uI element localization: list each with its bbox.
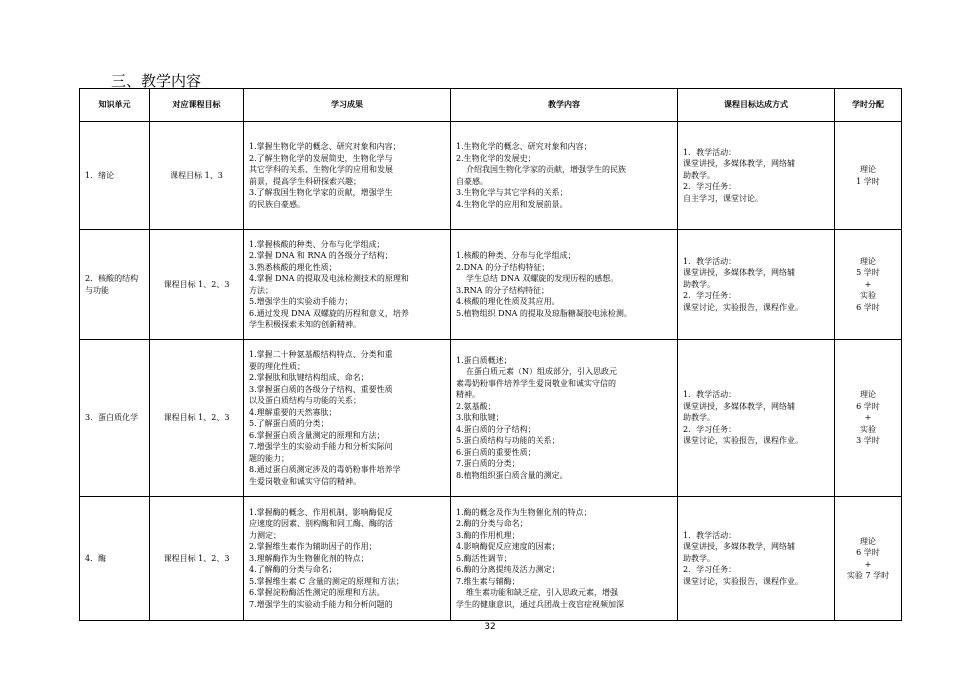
header-achievement-method: 课程目标达成方式 bbox=[678, 89, 835, 122]
text-line: 理论 bbox=[860, 256, 876, 266]
text-line: 4.核酸的理化性质及其应用。 bbox=[456, 297, 560, 306]
text-line: 课堂讲授，多媒体教学，网络辅 bbox=[683, 159, 795, 169]
text-line: 2．学习任务： bbox=[683, 291, 737, 301]
text-line: 2．学习任务： bbox=[683, 182, 737, 192]
text-line: 6 学时 bbox=[856, 302, 880, 312]
methods-cell bbox=[678, 122, 835, 230]
table-row bbox=[80, 340, 902, 497]
text-line: 4.掌握 DNA 的提取及电泳检测技术的原理和 bbox=[249, 274, 409, 283]
text-line: 6.通过发现 DNA 双螺旋的历程和意义，培养 bbox=[249, 308, 409, 318]
header-hours: 学时分配 bbox=[835, 89, 902, 122]
text-line: 6.掌握淀粉酶活性测定的原理和方法。 bbox=[249, 588, 385, 598]
text-line: 5.植物组织 DNA 的提取及琼脂糖凝胶电泳检测。 bbox=[456, 308, 632, 318]
text-line: 的民族自豪感。 bbox=[249, 199, 305, 209]
text-line: 学生积极探索未知的创新精神。 bbox=[249, 320, 361, 329]
text-line: 6 学时 bbox=[856, 548, 880, 557]
unit-cell: 4．酶 bbox=[80, 497, 150, 621]
text-line: 4.蛋白质的分子结构； bbox=[456, 424, 536, 434]
text-line: 3.掌握蛋白质的各级分子结构、重要性质 bbox=[249, 384, 393, 394]
goal-cell: 课程目标 1、2、3 bbox=[150, 497, 244, 621]
outcomes-cell bbox=[244, 230, 451, 340]
table-header-row bbox=[80, 89, 902, 122]
text-line: 学生总结 DNA 双螺旋的发现历程的感想。 bbox=[466, 274, 619, 283]
text-line: 理论 bbox=[860, 165, 876, 174]
text-line: 3 学时 bbox=[856, 436, 880, 446]
content-cell bbox=[451, 122, 678, 230]
goal-cell: 课程目标 1、3 bbox=[150, 122, 244, 230]
text-line: 助教学。 bbox=[683, 279, 715, 289]
header-course-goal: 对应课程目标 bbox=[150, 89, 244, 122]
text-line: 课堂讨论，实验报告，课程作业。 bbox=[683, 436, 803, 446]
header-learning-outcomes: 学习成果 bbox=[244, 89, 451, 122]
goal-cell: 课程目标 1、2、3 bbox=[150, 230, 244, 340]
text-line: 5 学时 bbox=[856, 268, 880, 278]
content-cell bbox=[451, 497, 678, 621]
text-line: 3.RNA 的分子结构特征； bbox=[456, 285, 549, 295]
text-line: 4.了解酶的分类与命名； bbox=[249, 565, 337, 575]
text-line: 7.增强学生的实验动手能力和分析问题的 bbox=[249, 599, 393, 609]
text-line: 4.生物化学的应用和发展前景。 bbox=[456, 199, 568, 209]
text-line: 1.蛋白质概述； bbox=[456, 355, 512, 365]
text-line: 课堂讲授，多媒体教学，网络辅 bbox=[683, 401, 795, 411]
curriculum-table bbox=[79, 88, 902, 621]
text-line: 2.生物化学的发展史； bbox=[456, 153, 536, 163]
text-line: 素毒奶粉事件培养学生爱岗敬业和诚实守信的 bbox=[456, 378, 616, 388]
page-number: 32 bbox=[484, 622, 496, 632]
text-line: 4.影响酶促反应速度的因素； bbox=[456, 542, 560, 552]
text-line: 8.通过蛋白质测定涉及的毒奶粉事件培养学 bbox=[249, 465, 401, 474]
text-line: 2.酶的分类与命名； bbox=[456, 519, 528, 529]
methods-cell bbox=[678, 230, 835, 340]
methods-cell bbox=[678, 497, 835, 621]
hours-cell bbox=[835, 230, 902, 340]
text-line: 1．教学活动： bbox=[683, 390, 737, 400]
text-line: 自主学习，课堂讨论。 bbox=[683, 193, 763, 203]
text-line: 课堂讨论，实验报告，课程作业。 bbox=[683, 576, 803, 586]
text-line: 助教学。 bbox=[683, 553, 715, 563]
hours-cell bbox=[835, 122, 902, 230]
text-line: 维生素功能和缺乏症，引入思政元素，增强 bbox=[466, 588, 618, 598]
text-line: 6 学时 bbox=[856, 401, 880, 411]
text-line: 7.增强学生的实验动手能力和分析实际问 bbox=[249, 442, 393, 451]
text-line: 2．学习任务： bbox=[683, 565, 737, 575]
text-line: 应速度的因素、别构酶和同工酶、酶的活 bbox=[249, 519, 393, 529]
text-line: 1．教学活动： bbox=[683, 147, 737, 157]
text-line: 2.氨基酸； bbox=[456, 401, 496, 411]
text-line: 课堂讨论，实验报告，课程作业。 bbox=[683, 302, 803, 312]
text-line: 2.DNA 的分子结构特征； bbox=[456, 262, 550, 272]
text-line: 8.植物组织蛋白质含量的测定。 bbox=[456, 470, 568, 480]
text-line: + bbox=[864, 279, 872, 289]
text-line: 在蛋白质元素（N）组成部分，引入思政元 bbox=[466, 367, 617, 377]
hours-cell bbox=[835, 340, 902, 497]
header-teaching-content: 教学内容 bbox=[451, 89, 678, 122]
text-line: 理论 bbox=[860, 390, 876, 400]
text-line: 7.维生素与辅酶； bbox=[456, 576, 520, 586]
text-line: 学生的健康意识，通过兵团战士夜盲症视频加深 bbox=[456, 599, 624, 609]
text-line: + bbox=[864, 413, 872, 423]
text-line: 助教学。 bbox=[683, 170, 715, 180]
text-line: 1.掌握生物化学的概念、研究对象和内容； bbox=[249, 142, 401, 151]
text-line: 实验 7 学时 bbox=[846, 571, 890, 580]
text-line: 要的理化性质； bbox=[249, 361, 305, 371]
text-line: 1.掌握核酸的种类、分布与化学组成； bbox=[249, 239, 385, 249]
text-line: 助教学。 bbox=[683, 413, 715, 423]
text-line: 6.酶的分离提纯及活力测定； bbox=[456, 565, 560, 575]
unit-cell: 3．蛋白质化学 bbox=[80, 340, 150, 497]
text-line: 精神。 bbox=[456, 390, 480, 400]
methods-cell bbox=[678, 340, 835, 497]
text-line: 生爱岗敬业和诚实守信的精神。 bbox=[249, 476, 361, 486]
text-line: 2．学习任务： bbox=[683, 424, 737, 434]
outcomes-cell bbox=[244, 122, 451, 230]
text-line: 3.肽和肽键； bbox=[456, 413, 504, 423]
text-line: 课堂讲授，多媒体教学，网络辅 bbox=[683, 268, 795, 278]
text-line: 题的能力； bbox=[249, 453, 289, 463]
text-line: 介绍我国生物化学家的贡献，增强学生的民族 bbox=[466, 165, 626, 174]
text-line: 1 学时 bbox=[856, 176, 880, 186]
table-row bbox=[80, 497, 902, 621]
text-line: 力测定； bbox=[249, 530, 281, 540]
section-title: 三、教学内容 bbox=[111, 72, 202, 90]
text-line: 2.掌握 DNA 和 RNA 的各级分子结构； bbox=[249, 251, 393, 260]
text-line: 3.生物化学与其它学科的关系； bbox=[456, 188, 568, 197]
text-line: 5.增强学生的实验动手能力； bbox=[249, 297, 353, 306]
content-cell bbox=[451, 340, 678, 497]
text-line: 4.理解重要的天然寡肽； bbox=[249, 407, 337, 417]
text-line: 自豪感。 bbox=[456, 176, 488, 186]
text-line: 2.掌握维生素作为辅助因子的作用； bbox=[249, 542, 377, 552]
text-line: 3.熟悉核酸的理化性质； bbox=[249, 262, 337, 272]
text-line: 3.酶的作用机理； bbox=[456, 530, 520, 540]
text-line: + bbox=[864, 559, 872, 569]
text-line: 2.掌握肽和肽键结构组成、命名； bbox=[249, 373, 369, 382]
text-line: 3.理解酶作为生物催化剂的特点； bbox=[249, 553, 369, 563]
text-line: 课堂讲授，多媒体教学，网络辅 bbox=[683, 542, 795, 552]
text-line: 方法； bbox=[249, 285, 273, 295]
text-line: 5.了解蛋白质的分类； bbox=[249, 419, 329, 428]
content-cell bbox=[451, 230, 678, 340]
unit-cell: 2．核酸的结构与功能 bbox=[80, 230, 150, 340]
header-knowledge-unit: 知识单元 bbox=[80, 89, 150, 122]
text-line: 7.蛋白质的分类； bbox=[456, 459, 520, 469]
text-line: 3.了解我国生物化学家的贡献，增强学生 bbox=[249, 188, 393, 197]
text-line: 6.掌握蛋白质含量测定的原理和方法； bbox=[249, 430, 385, 440]
text-line: 以及蛋白质结构与功能的关系； bbox=[249, 396, 361, 405]
text-line: 理论 bbox=[860, 536, 876, 546]
text-line: 1.掌握酶的概念、作用机制、影响酶促反 bbox=[249, 507, 393, 517]
text-line: 1.掌握二十种氨基酸结构特点、分类和重 bbox=[249, 350, 393, 359]
text-line: 1.酶的概念及作为生物催化剂的特点； bbox=[456, 507, 592, 517]
table-row bbox=[80, 122, 902, 230]
text-line: 1.核酸的种类、分布与化学组成； bbox=[456, 251, 576, 260]
text-line: 1.生物化学的概念、研究对象和内容； bbox=[456, 142, 592, 151]
text-line: 实验 bbox=[860, 424, 876, 434]
unit-cell: 1．绪论 bbox=[80, 122, 150, 230]
text-line: 1．教学活动： bbox=[683, 256, 737, 266]
text-line: 6.蛋白质的重要性质； bbox=[456, 447, 536, 457]
text-line: 2.了解生物化学的发展简史，生物化学与 bbox=[249, 153, 393, 163]
text-line: 5.酶活性调节； bbox=[456, 553, 512, 563]
goal-cell: 课程目标 1、2、3 bbox=[150, 340, 244, 497]
hours-cell bbox=[835, 497, 902, 621]
text-line: 前景，提高学生科研探索兴趣； bbox=[249, 176, 361, 186]
outcomes-cell bbox=[244, 340, 451, 497]
text-line: 5.蛋白质结构与功能的关系； bbox=[456, 436, 560, 446]
table-row bbox=[80, 230, 902, 340]
text-line: 1．教学活动： bbox=[683, 530, 737, 540]
text-line: 实验 bbox=[860, 291, 876, 301]
text-line: 5.掌握维生素 C 含量的测定的原理和方法； bbox=[249, 576, 404, 586]
outcomes-cell bbox=[244, 497, 451, 621]
text-line: 其它学科的关系、生物化学的应用和发展 bbox=[249, 165, 393, 174]
